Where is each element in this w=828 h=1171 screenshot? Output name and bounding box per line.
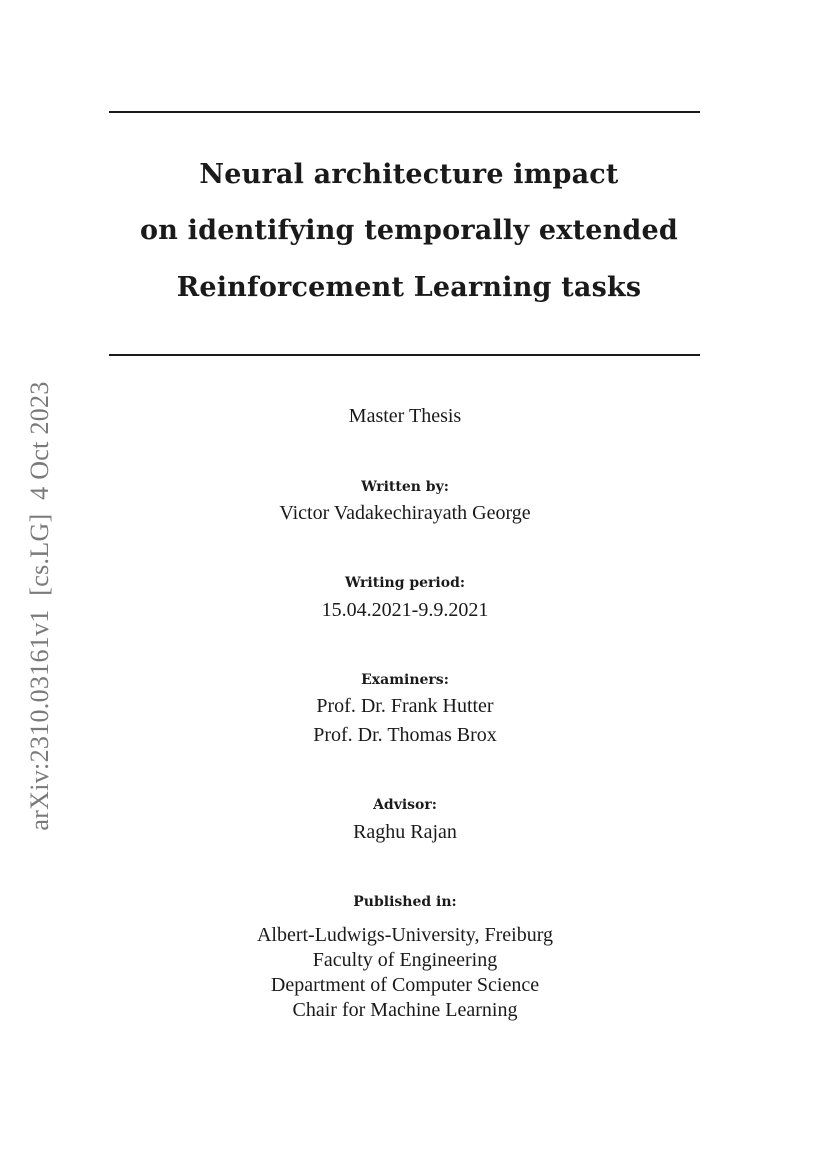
title-line-1: Neural architecture impact <box>199 159 619 190</box>
title-top-rule <box>109 111 700 113</box>
arxiv-identifier-stamp: arXiv:2310.03161v1 [cs.LG] 4 Oct 2023 <box>25 381 54 831</box>
author-name: Victor Vadakechirayath George <box>279 502 531 524</box>
writing-period-label: Writing period: <box>344 575 466 591</box>
writing-period-value: 15.04.2021-9.9.2021 <box>321 599 489 621</box>
department-line: Department of Computer Science <box>270 974 540 996</box>
title-line-3: Reinforcement Learning tasks <box>176 272 642 303</box>
title-bottom-rule <box>109 354 700 356</box>
chair-line: Chair for Machine Learning <box>292 999 518 1021</box>
advisor-label: Advisor: <box>373 797 437 813</box>
examiner-name: Prof. Dr. Frank Hutter <box>316 695 494 717</box>
written-by-label: Written by: <box>361 479 449 495</box>
title-line-2: on identifying temporally extended <box>140 215 678 246</box>
examiner-name: Prof. Dr. Thomas Brox <box>313 724 497 746</box>
faculty-line: Faculty of Engineering <box>312 949 498 971</box>
thesis-type: Master Thesis <box>348 405 462 427</box>
advisor-name: Raghu Rajan <box>353 821 457 843</box>
published-in-label: Published in: <box>353 894 457 910</box>
examiners-label: Examiners: <box>361 672 449 688</box>
institution-line: Albert-Ludwigs-University, Freiburg <box>256 924 554 946</box>
